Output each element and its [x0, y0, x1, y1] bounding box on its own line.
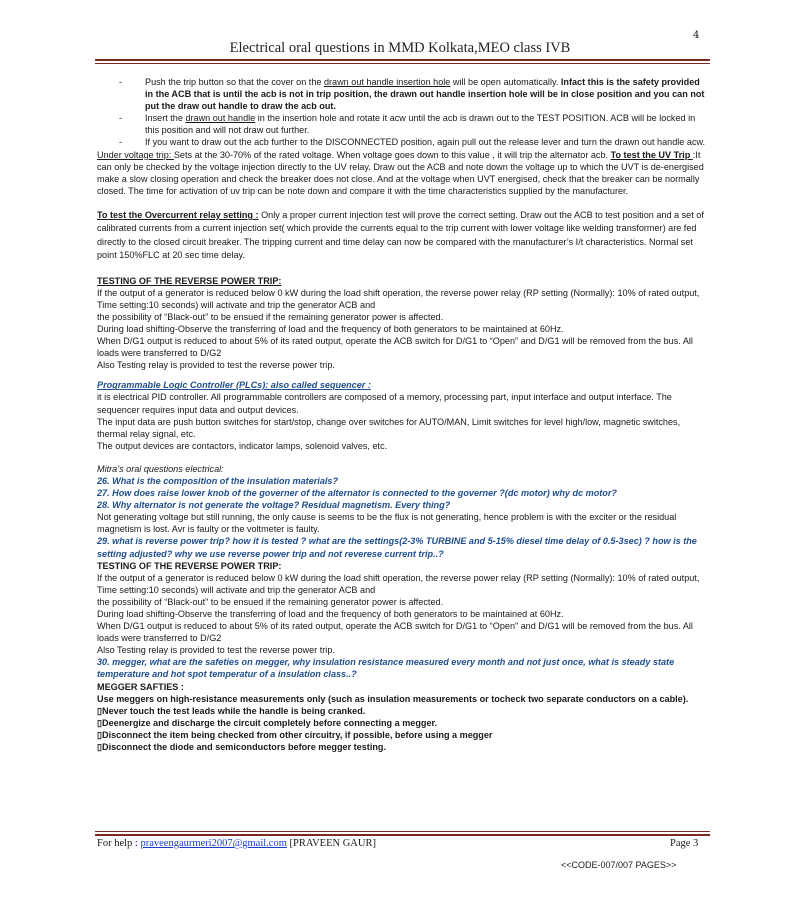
- plc-heading: Programmable Logic Controller (PLCs): also called sequencer :: [97, 380, 371, 391]
- megger-line: ▯Never touch the test leads while the handle is being cranked.: [97, 705, 366, 716]
- rp-line: Also Testing relay is provided to test the reverse power trip.: [97, 645, 335, 656]
- uv-trip-paragraph: Under voltage trip: Sets at the 30-70% of the rated voltage. When voltage goes down to this value , it will trip the alternator acb. To test the UV Trip :It can only be checked by the voltage injection directly to the UV relay. Draw out the ACB and note down the voltage up to which the UVT is de-energised make a slow closing operation and check the breaker does not close. And at the voltage when UVT energised, check that the breaker can be normally closed. The time for activation of uv trip can be note down and compare it with the time characteristics supplied by the manufacturer.: [97, 149, 704, 196]
- megger-line: ▯Deenergize and discharge the circuit completely before connecting a megger.: [97, 717, 438, 728]
- reverse-power-heading-2: TESTING OF THE REVERSE POWER TRIP:: [97, 560, 282, 571]
- rp-line: If the output of a generator is reduced below 0 kW during the load shift operation, the reverse power relay (RP setting (Normally): 10% of rated output, Time setting:10 seconds) will activate and trip the generator ACB and: [97, 287, 700, 310]
- rp-line: During load shifting-Observe the transferring of load and the frequency of both generators to be maintained at 60Hz.: [97, 323, 564, 334]
- bullet-glyph: ▯: [97, 729, 103, 740]
- megger-heading: MEGGER SAFTIES :: [97, 681, 184, 692]
- answer-28: Not generating voltage but still running, the only cause is seems to be the flux is not generating, hence problem is with the exciter or the residual magnetism is lost. Avr is faulty or the voltmeter is faulty.: [97, 512, 677, 535]
- page-number: 4: [693, 30, 700, 41]
- question-28: 28. Why alternator is not generate the voltage? Residual magnetism. Every thing?: [97, 500, 451, 511]
- footer-help: For help : praveengaurmeri2007@gmail.com [PRAVEEN GAUR]: [97, 838, 376, 849]
- megger-line: Use meggers on high-resistance measurements only (such as insulation measurements or tocheck two separate conductors on a cable).: [97, 693, 689, 704]
- megger-line: ▯Disconnect the diode and semiconductors before megger testing.: [97, 742, 386, 753]
- overcurrent-paragraph: To test the Overcurrent relay setting : Only a proper current injection test will prove the correct setting. Draw out the ACB to test position and a set of calibrated currents from a current injection set( which provide the currents equal to the trip current with lower voltage like welding transformer) are fed directly to the closed circuit breaker. The tripping current and time delay can now be compared with the manufacturer’s I/t characteristics. Normal set point 150%FLC at 20 sec time delay.: [97, 209, 704, 261]
- rp-line: When D/G1 output is reduced to about 5% of its rated output, operate the ACB switch for D/G1 to “Open” and D/G1 will be removed from the bus. All loads were transferred to D/G2: [97, 621, 693, 644]
- document-title: Electrical oral questions in MMD Kolkata,MEO class IVB: [229, 40, 571, 56]
- email-link[interactable]: praveengaurmeri2007@gmail.com: [140, 838, 287, 849]
- rp-line: If the output of a generator is reduced below 0 kW during the load shift operation, the reverse power relay (RP setting (Normally): 10% of rated output, Time setting:10 seconds) will activate and trip the generator ACB and: [97, 572, 700, 595]
- rp-line: During load shifting-Observe the transferring of load and the frequency of both generators to be maintained at 60Hz.: [97, 609, 564, 619]
- reverse-power-heading: TESTING OF THE REVERSE POWER TRIP:: [97, 275, 282, 286]
- plc-line: The output devices are contactors, indicator lamps, solenoid valves, etc.: [97, 440, 388, 451]
- page-content: [97, 76, 709, 753]
- footer-rule-thin: [95, 831, 710, 832]
- bullet-glyph: ▯: [97, 742, 103, 753]
- megger-line: ▯Disconnect the item being checked from other circuitry, if possible, before using a megger: [97, 729, 493, 740]
- bullet-item: - Insert the drawn out handle in the insertion hole and rotate it acw until the acb is drawn out to the TEST POSITION. ACB will be locked in this position and will not draw out further.: [119, 113, 696, 136]
- rp-line: the possibility of “Black-out” to be ensued if the remaining generator power is affected.: [97, 311, 444, 322]
- bullet-glyph: ▯: [97, 717, 103, 728]
- rp-line: When D/G1 output is reduced to about 5% of its rated output, operate the ACB switch for D/G1 to “Open” and D/G1 will be removed from the bus. All loads were transferred to D/G2: [97, 336, 693, 359]
- question-27: 27. How does raise lower knob of the governer of the alternator is connected to the governer ?(dc motor) why dc motor?: [97, 488, 617, 499]
- plc-line: it is electrical PID controller. All programmable controllers are composed of a memory, processing part, input interface and output interface. The sequencer requires input data and output devices.: [97, 392, 672, 415]
- plc-line: The input data are push button switches for start/stop, change over switches for AUTO/MAN, Limit switches for level high/low, magnetic switches, thermal relay signal, etc.: [97, 416, 681, 439]
- header-rule: [95, 59, 710, 61]
- rp-line: Also Testing relay is provided to test the reverse power trip.: [97, 360, 335, 371]
- footer-rule: [95, 834, 710, 836]
- code-label: <<CODE-007/007 PAGES>>: [561, 860, 677, 870]
- rp-line: the possibility of “Black-out” to be ensued if the remaining generator power is affected.: [97, 596, 444, 607]
- question-30: 30. megger, what are the safeties on megger, why insulation resistance measured every month and not just once, what is steady state temperature and hot spot temperatur of a insulation class..?: [97, 657, 675, 680]
- footer-page-label: Page 3: [670, 838, 699, 849]
- bullet-item: - If you want to draw out the acb further to the DISCONNECTED position, again pull out the release lever and turn the drawn out handle acw.: [119, 137, 706, 148]
- question-26: 26. What is the composition of the insulation materials?: [97, 475, 339, 486]
- bullet-glyph: ▯: [97, 705, 103, 716]
- bullet-item: - Push the trip button so that the cover on the drawn out handle insertion hole will be open automatically. Infact this is the safety provided in the ACB that is until the acb is not in trip position, the drawn out handle insertion hole will be in close position and you can not put the draw out handle to draw the acb out.: [119, 77, 705, 112]
- question-29: 29. what is reverse power trip? how it is tested ? what are the settings(2-3% TURBINE and 5-15% diesel time delay of 0.5-3sec) ? how is the setting adjusted? why we use reverse power trip and not reverese current trip..?: [97, 536, 697, 559]
- mitra-intro: Mitra’s oral questions electrical:: [97, 463, 224, 474]
- header-rule-thin: [95, 63, 710, 64]
